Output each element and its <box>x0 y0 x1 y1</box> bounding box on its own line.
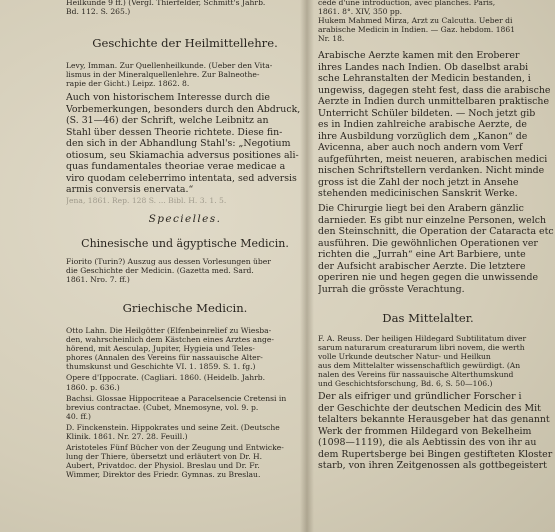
left-top-lines <box>66 0 265 16</box>
text-line: Aristoteles Fünf Bücher von der Zeugung und Entwicke- <box>66 443 284 453</box>
text-line: phores (Annalen des Vereins für nassauische Alter- <box>66 353 263 363</box>
text-line: Jurrah die grösste Verachtung. <box>318 283 465 295</box>
text-line: ihre Ausbildung vorzüglich dem „Kanon“ de <box>318 130 528 142</box>
text-line: der Geschichte der deutschen Medicin des Mit <box>318 402 541 414</box>
entry-fiorito <box>66 257 271 284</box>
text-line: Unterricht Schüler bildeten. — Noch jetzt gib <box>318 107 536 119</box>
specielles-heading: Specielles. <box>148 213 222 225</box>
text-line: Nr. 18. <box>318 34 345 44</box>
text-line: Bd. 112. S. 265.) <box>66 7 131 17</box>
text-line: nischen Schriftstellern verdanken. Nicht minde <box>318 165 545 176</box>
section-heading: Geschichte der Heilmittellehre. <box>92 36 278 50</box>
text-line: und Geschichtsforschung, Bd. 6, S. 50—106.) <box>318 379 493 389</box>
text-line: otiosum, seu Skiamachia adversus positiones ali- <box>66 149 299 161</box>
paragraph <box>318 203 554 295</box>
entry-reuss <box>318 334 526 389</box>
text-line: brevius contractae. (Cubet, Mnemosyne, vol. 9. p. <box>66 402 259 412</box>
text-line: Avicenna, aber auch noch andern vom Verf <box>318 142 523 153</box>
text-line: rapie der Gicht.) Leipz. 1862. 8. <box>66 79 190 89</box>
text-line: cédé d'une introduction, avec planches. Paris, <box>318 0 496 7</box>
text-line: Heilkunde 9 ff.) (Vergl. Thierfelder, Schmitt's Jahrb. <box>66 0 266 7</box>
text-line: operiren nie und hegen gegen die unwissende <box>318 272 538 283</box>
text-line: Klinik. 1861. Nr. 27. 28. Feuill.) <box>66 432 188 442</box>
text-line: F. A. Reuss. Der heiligen Hildegard Subtilitatum diver <box>318 334 527 343</box>
text-line: der Aufsicht arabischer Aerzte. Die letztere <box>318 260 526 272</box>
text-line: Opere d'Ippocrate. (Cagliari. 1860. (Heidelb. Jahrb. <box>66 373 266 383</box>
text-line: lismus in der Mineralquellenlehre. Zur Balneothe- <box>66 70 260 80</box>
text-line: richten die „Jurrah“ eine Art Barbiere, unte <box>318 249 526 260</box>
text-line: Der als eifriger und gründlicher Forscher i <box>318 391 522 402</box>
text-line: den Steinschnitt, die Operation der Cataracta etc <box>318 226 554 237</box>
text-line: ungewiss, dagegen steht fest, dass die arabische <box>318 84 551 96</box>
text-line: nalen des Vereins für nassauische Alterthumskund <box>318 370 514 380</box>
text-line: Werk der frommen Hildegard von Bekelheim <box>318 425 532 437</box>
text-line: den, wahrscheinlich dem Kästchen eines Arztes ange- <box>66 335 274 345</box>
text-line: Fiorito (Turin?) Auszug aus dessen Vorlesungen über <box>66 257 271 266</box>
text-line: viro quodam celeberrimo intentata, sed adversis <box>66 172 297 184</box>
text-line: 1861. 8°. XIV, 350 pp. <box>318 7 403 17</box>
text-line: lung der Thiere, übersetzt und erläutert von Dr. H. <box>66 452 263 462</box>
text-line: Die Chirurgie liegt bei den Arabern gänzlic <box>318 203 524 214</box>
text-line: ausführen. Die gewöhnlichen Operationen ver <box>318 237 538 249</box>
text-line: (S. 31—46) der Schrift, welche Leibnitz an <box>66 115 269 126</box>
text-line: dem Rupertsberge bei Bingen gestifteten Kloster <box>318 448 553 460</box>
text-line: Vorbemerkungen, besonders durch den Abdruck, <box>66 103 301 115</box>
text-line: thumskunst und Geschichte VI. 1. 1859. S. 1. fg.) <box>66 362 256 372</box>
text-line: ihres Landes nach Indien. Ob daselbst arabi <box>318 61 529 73</box>
text-line: armis conversis enervata.“ <box>66 184 194 195</box>
text-line: hörend, mit Aesculap, Jupiter, Hygieia und Teles- <box>66 344 255 354</box>
text-line: Aerzte in Indien durch unmittelbaren praktische <box>318 96 549 107</box>
text-line: volle Urkunde deutscher Natur- und Heilkun <box>318 352 491 362</box>
text-line: Auch von historischem Interesse durch die <box>66 92 270 103</box>
left-column <box>66 0 304 532</box>
text-line: Arabische Aerzte kamen mit den Eroberer <box>318 50 520 61</box>
greek-heading: Griechische Medicin. <box>122 301 248 315</box>
china-egypt-heading: Chinesische und ägyptische Medicin. <box>81 237 289 250</box>
text-line: gross ist die Zahl der noch jetzt in Ansehe <box>318 176 519 188</box>
text-line: 1861. Nro. 7. ff.) <box>66 275 130 285</box>
text-line: Aubert, Privatdoc. der Physiol. Breslau und Dr. Fr. <box>66 461 260 471</box>
section-heading: Das Mittelalter. <box>382 311 474 325</box>
text-line: Wimmer, Direktor des Friedr. Gymnas. zu Breslau. <box>66 470 261 480</box>
text-line: aus dem Mittelalter wissenschaftlich gewürdigt. (An <box>318 361 521 371</box>
text-line: sarum naturarum creaturarum libri novem, die werth <box>318 343 525 353</box>
entry-levy <box>66 61 272 88</box>
text-line: 40. ff.) <box>66 411 91 421</box>
greek-entries <box>66 326 286 480</box>
text-line: darnieder. Es gibt nur einzelne Personen, welch <box>318 214 546 226</box>
text-line: quas fundamentales theoriae verae medicae a <box>66 161 286 172</box>
paragraph <box>318 391 552 472</box>
text-line: stehenden medicinischen Sanskrit Werke. <box>318 188 518 199</box>
text-line: Hukem Mahmed Mirza, Arzt zu Calcutta. Ueber di <box>318 16 513 26</box>
text-line: Otto Lahn. Die Heilgötter (Elfenbeinrelief zu Wiesba- <box>66 326 272 335</box>
text-line: arabische Medicin in Indien. — Gaz. hebdom. 1861 <box>318 25 516 35</box>
paragraph <box>318 50 550 200</box>
text-line: Stahl über dessen Theorie richtete. Diese fin- <box>66 126 283 138</box>
right-column <box>318 0 555 532</box>
right-top-entries <box>318 0 515 43</box>
text-line: (1098—1119), die als Aebtissin des von ihr au <box>318 437 537 448</box>
text-line: Levy, Imman. Zur Quellenheilkunde. (Ueber den Vita- <box>66 61 273 70</box>
text-line: die Geschichte der Medicin. (Gazetta med. Sard. <box>66 266 254 276</box>
text-line: Bachsi. Glossae Hippocriteae a Paracelsencie Cretensi in <box>66 393 287 403</box>
text-line: starb, von ihren Zeitgenossen als gottbegeistert <box>318 460 547 471</box>
text-line: Jena, 1861. Rep. 128 S. ... Bibl. H. 3. 1. 5. <box>66 195 227 205</box>
text-line: es in Indien zahlreiche arabische Aerzte, de <box>318 119 527 130</box>
text-line: sche Lehranstalten der Medicin bestanden, i <box>318 73 531 84</box>
text-line: 1860. p. 636.) <box>66 382 120 392</box>
text-line: aufgeführten, meist neueren, arabischen medici <box>318 153 548 165</box>
paragraph <box>66 92 300 205</box>
text-line: D. Finckenstein. Hippokrates und seine Zeit. (Deutsche <box>66 422 280 432</box>
text-line: den sich in der Abhandlung Stahl's: „Negotium <box>66 138 291 149</box>
text-line: telalters bekannte Herausgeber hat das genannt <box>318 414 550 425</box>
